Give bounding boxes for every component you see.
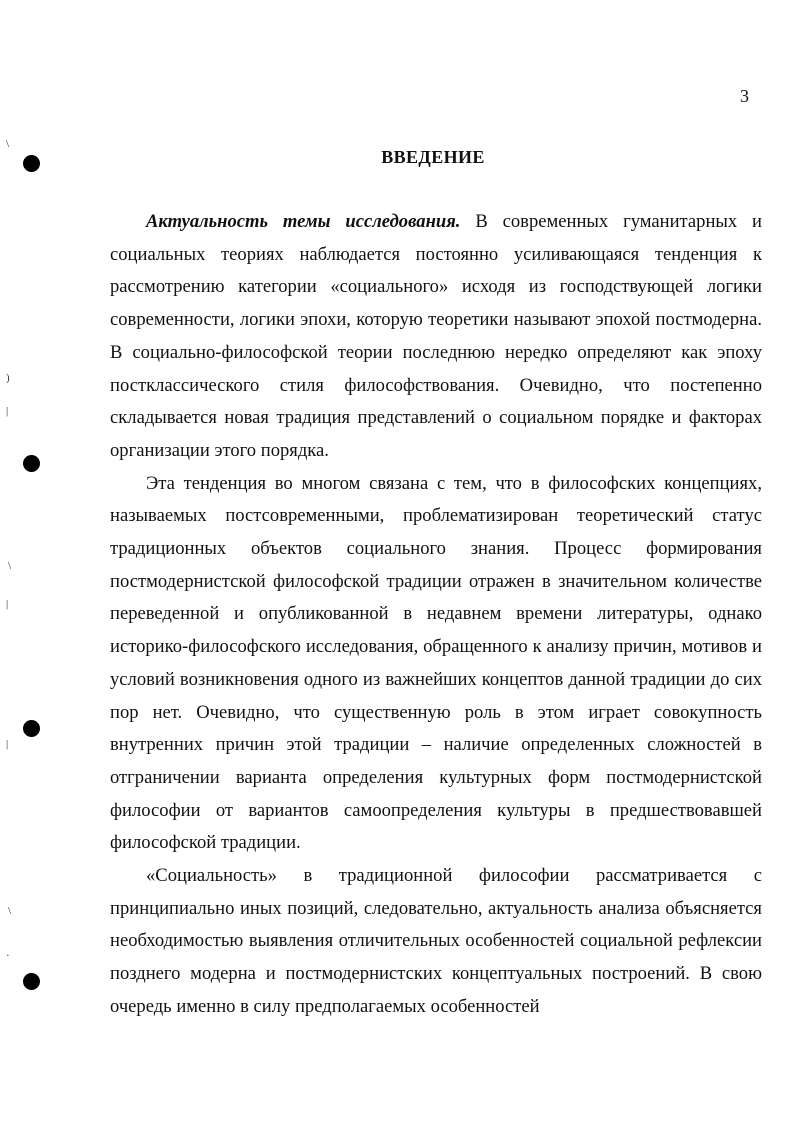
paragraph-1-lead: Актуальность темы исследования.	[146, 211, 461, 232]
paragraph-1-text: В современных гуманитарных и социальных теориях наблюдается постоянно усиливающаяся тенденция к рассмотрению категории «социального» исходя из господствующей логики современности, логики эпохи, которую теоретики называют эпохой постмодерна. В социально-философской теории последнюю нередко определяют как эпоху постклассического стиля философствования. Очевидно, что постепенно складывается новая традиция представлений о социальном порядке и факторах организации этого порядка.	[110, 211, 763, 461]
scan-speck: |	[6, 405, 9, 417]
scan-speck: ·	[6, 950, 10, 962]
punch-hole-2	[23, 455, 40, 472]
punch-hole-4	[23, 973, 40, 990]
page-number: 3	[740, 86, 749, 106]
punch-hole-3	[23, 720, 40, 737]
scan-speck: )	[6, 372, 10, 384]
scan-speck: \	[8, 905, 12, 917]
body-text	[110, 206, 762, 1024]
scan-speck: \	[8, 560, 12, 572]
scan-speck: \	[6, 138, 10, 150]
paragraph-2: Эта тенденция во многом связана с тем, что в философских концепциях, называемых постсовременными, проблематизирован теоретический статус традиционных объектов социального знания. Процесс формирования постмодернистской философской традиции отражен в значительном количестве переведенной и опубликованной в недавнем времени литературы, однако историко-философского исследования, обращенного к анализу причин, мотивов и условий возникновения одного из важнейших концептов данной традиции до сих пор нет. Очевидно, что существенную роль в этом играет совокупность внутренних причин этой традиции – наличие определенных сложностей в отграничении варианта определения культурных форм постмодернистской философии от вариантов самоопределения культуры в предшествовавшей философской традиции.	[110, 472, 762, 854]
paragraph-3: «Социальность» в традиционной философии рассматривается с принципиально иных позиций, следовательно, актуальность анализа объясняется необходимостью выявления отличительных особенностей социальной рефлексии позднего модерна и постмодернистских концептуальных построений. В свою очередь именно в силу предполагаемых особенностей	[110, 865, 762, 1017]
section-heading: ВВЕДЕНИЕ	[381, 147, 485, 167]
paragraph-1	[110, 206, 762, 468]
scan-speck: |	[6, 738, 9, 750]
scan-speck: |	[6, 598, 9, 610]
